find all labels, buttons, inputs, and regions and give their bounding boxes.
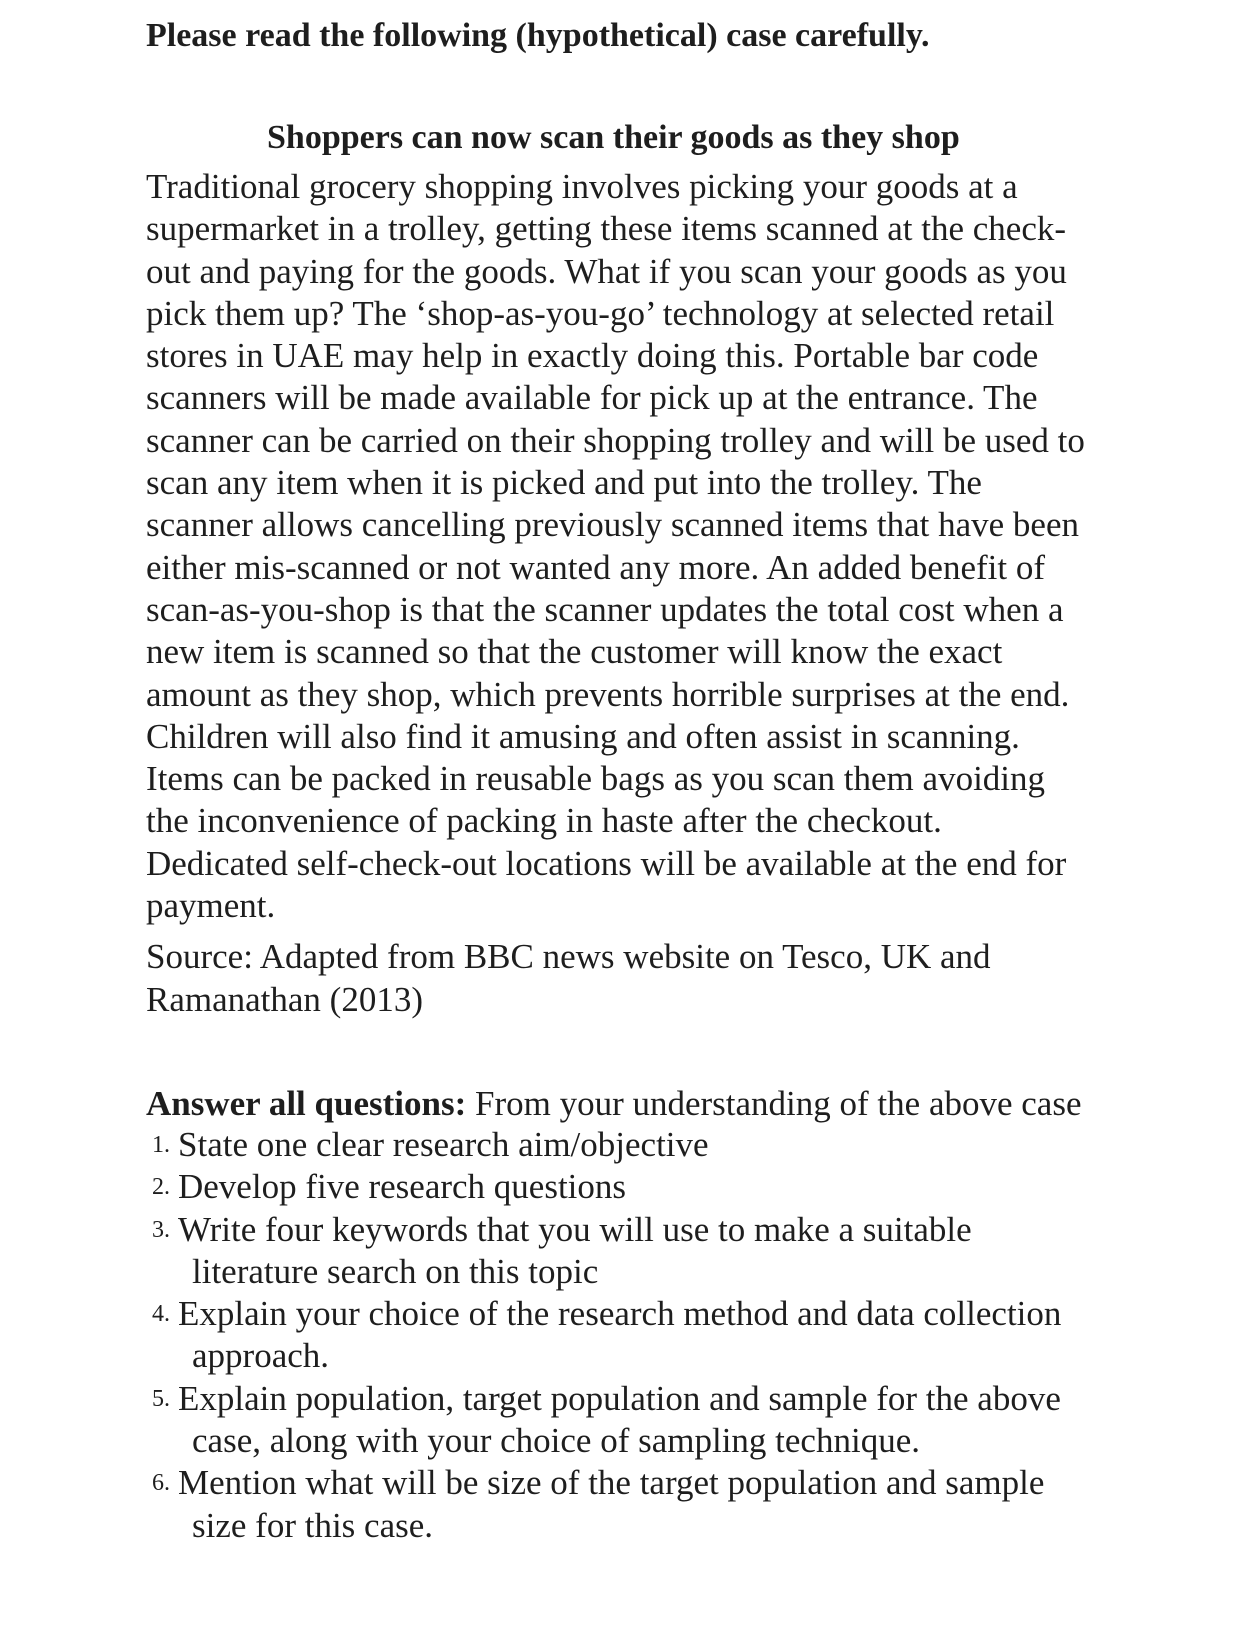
case-body-line: supermarket in a trolley, getting these items scanned at the check-	[146, 209, 1067, 249]
case-body-line: scanner can be carried on their shopping trolley and will be used to	[146, 420, 1085, 460]
question-text: literature search on this topic	[192, 1251, 599, 1291]
case-body-line: payment.	[146, 886, 276, 926]
question-text: Write four keywords that you will use to make a suitable	[178, 1209, 972, 1249]
case-body-line: scan any item when it is picked and put into the trolley. The	[146, 463, 982, 503]
instruction-heading: Please read the following (hypothetical) case carefully.	[146, 17, 930, 54]
case-body-line: Dedicated self-check-out locations will be available at the end for	[146, 843, 1067, 883]
case-body-line: out and paying for the goods. What if you scan your goods as you	[146, 251, 1067, 291]
question-number: 6.	[152, 1470, 170, 1497]
case-body-line: scanners will be made available for pick up at the entrance. The	[146, 378, 1038, 418]
question-item	[146, 1462, 1146, 1547]
case-title: Shoppers can now scan their goods as they shop	[267, 119, 960, 156]
case-body-line: pick them up? The ‘shop-as-you-go’ technology at selected retail	[146, 293, 1055, 333]
question-number: 5.	[152, 1385, 170, 1412]
question-text: Explain your choice of the research method and data collection	[178, 1294, 1062, 1334]
question-text: Mention what will be size of the target population and sample	[178, 1463, 1045, 1503]
case-body-line: scanner allows cancelling previously scanned items that have been	[146, 505, 1080, 545]
source-citation	[146, 935, 1146, 1021]
case-body-line: Traditional grocery shopping involves picking your goods at a	[146, 167, 1018, 206]
case-body-line: either mis-scanned or not wanted any more. An added benefit of	[146, 547, 1046, 587]
case-body-line: the inconvenience of packing in haste after the checkout.	[146, 801, 942, 841]
answer-heading-lead: Answer all questions:	[146, 1084, 467, 1123]
answer-heading-rest: From your understanding of the above case	[466, 1084, 1082, 1123]
question-item	[146, 1293, 1146, 1378]
case-body-line: stores in UAE may help in exactly doing this. Portable bar code	[146, 336, 1039, 376]
question-item	[146, 1166, 1146, 1208]
question-list	[146, 1124, 1146, 1547]
question-text: State one clear research aim/objective	[178, 1125, 709, 1164]
question-text: Develop five research questions	[178, 1167, 627, 1207]
case-body-line: Children will also find it amusing and often assist in scanning.	[146, 716, 1020, 756]
question-item	[146, 1209, 1146, 1294]
case-body-line: scan-as-you-shop is that the scanner updates the total cost when a	[146, 589, 1064, 629]
question-number: 2.	[152, 1174, 170, 1201]
answer-heading	[146, 1082, 1082, 1126]
question-text: Explain population, target population and sample for the above	[178, 1378, 1061, 1418]
case-body-line: new item is scanned so that the customer will know the exact	[146, 632, 1003, 672]
source-line: Ramanathan (2013)	[146, 980, 423, 1019]
case-body-line: amount as they shop, which prevents horrible surprises at the end.	[146, 674, 1070, 714]
question-text: case, along with your choice of sampling technique.	[192, 1421, 920, 1461]
source-line: Source: Adapted from BBC news website on Tesco, UK and	[146, 937, 991, 976]
question-number: 4.	[152, 1301, 170, 1328]
question-item	[146, 1124, 1146, 1166]
question-number: 1.	[152, 1132, 170, 1158]
case-body-line: Items can be packed in reusable bags as you scan them avoiding	[146, 759, 1046, 799]
question-text: size for this case.	[192, 1505, 434, 1545]
question-number: 3.	[152, 1216, 170, 1243]
question-item	[146, 1378, 1146, 1463]
case-body	[146, 166, 1146, 927]
question-text: approach.	[192, 1336, 330, 1376]
